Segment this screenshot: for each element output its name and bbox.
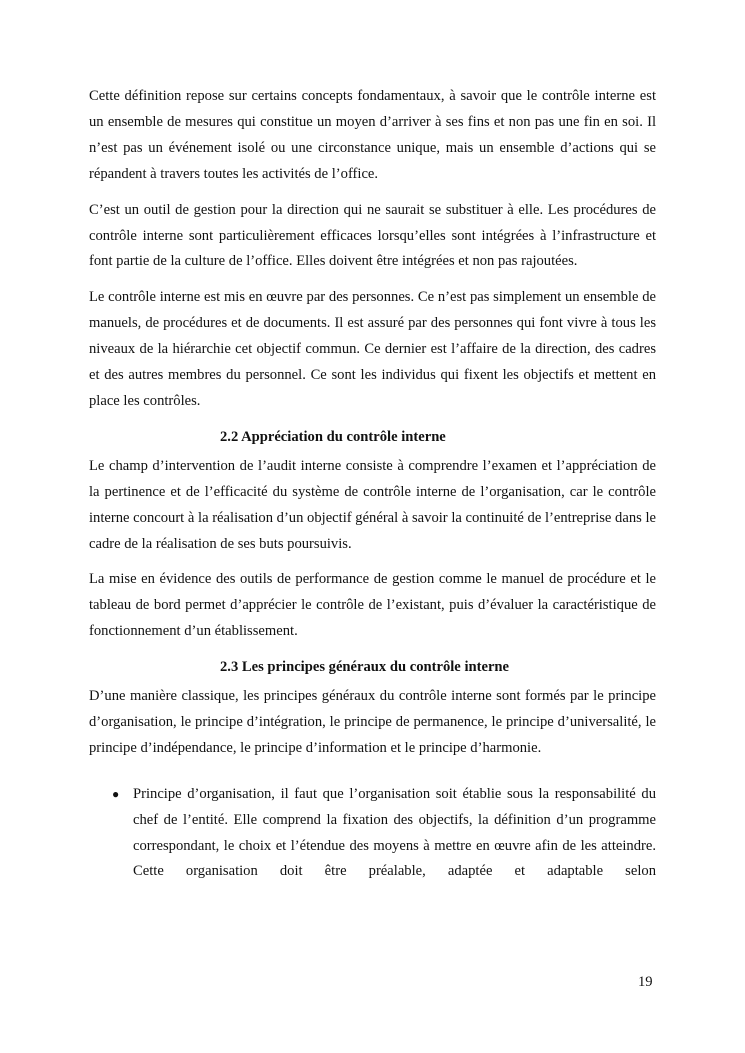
section-heading: 2.3 Les principes généraux du contrôle interne [220,659,510,676]
body-paragraph: Cette définition repose sur certains concepts fondamentaux, à savoir que le contrôle interne est un ensemble de mesures qui constitue un moyen d’arriver à ses fins et non pas une fin en soi. Il n’est pas un événement isolé ou une circonstance unique, mais un ensemble d’actions qui se répandent à travers toutes les activités de l’office. [89,88,656,182]
body-paragraph: Le contrôle interne est mis en œuvre par des personnes. Ce n’est pas simplement un ensemble de manuels, de procédures et de documents. Il est assuré par des personnes qui font vivre à tous les niveaux de la hiérarchie cet objectif commun. Ce dernier est l’affaire de la direction, des cadres et des autres membres du personnel. Ce sont les individus qui fixent les objectifs et mettent en place les contrôles. [89,289,656,409]
body-paragraph: La mise en évidence des outils de performance de gestion comme le manuel de procédure et le tableau de bord permet d’apprécier le contrôle de l’existant, puis d’évaluer la caractéristique de fonctionnement d’un établissement. [89,571,656,640]
section-heading: 2.2 Appréciation du contrôle interne [220,428,446,445]
body-paragraph: D’une manière classique, les principes généraux du contrôle interne sont formés par le principe d’organisation, le principe d’intégration, le principe de permanence, le principe d’universalité, le principe d’indépendance, le principe d’information et le principe d’harmonie. [89,688,656,756]
list-item [89,782,656,886]
document-page [89,84,656,885]
body-paragraph: Le champ d’intervention de l’audit interne consiste à comprendre l’examen et l’appréciation de la pertinence et de l’efficacité du système de contrôle interne de l’organisation, car le contrôle interne concourt à la réalisation d’un objectif général à savoir la continuité de l’entreprise dans le cadre de la réalisation de ses buts poursuivis. [89,457,656,552]
bullet-icon: ● [112,786,120,801]
bullet-list [89,782,656,886]
list-item-text: Principe d’organisation, il faut que l’organisation soit établie sous la responsabilité du chef de l’entité. Elle comprend la fixation des objectifs, la définition d’un programme correspondant, le choix et l’étendue des moyens à mettre en œuvre afin de les atteindre. Cette organisation doit être préalable, adaptée et adaptable selon [133,785,656,880]
page-number: 19 [638,974,653,990]
body-paragraph: C’est un outil de gestion pour la direction qui ne saurait se substituer à elle. Les procédures de contrôle interne sont particulièrement efficaces lorsqu’elles sont intégrées à l’infrastructure et font partie de la culture de l’office. Elles doivent être intégrées et non pas rajoutées. [89,201,656,270]
